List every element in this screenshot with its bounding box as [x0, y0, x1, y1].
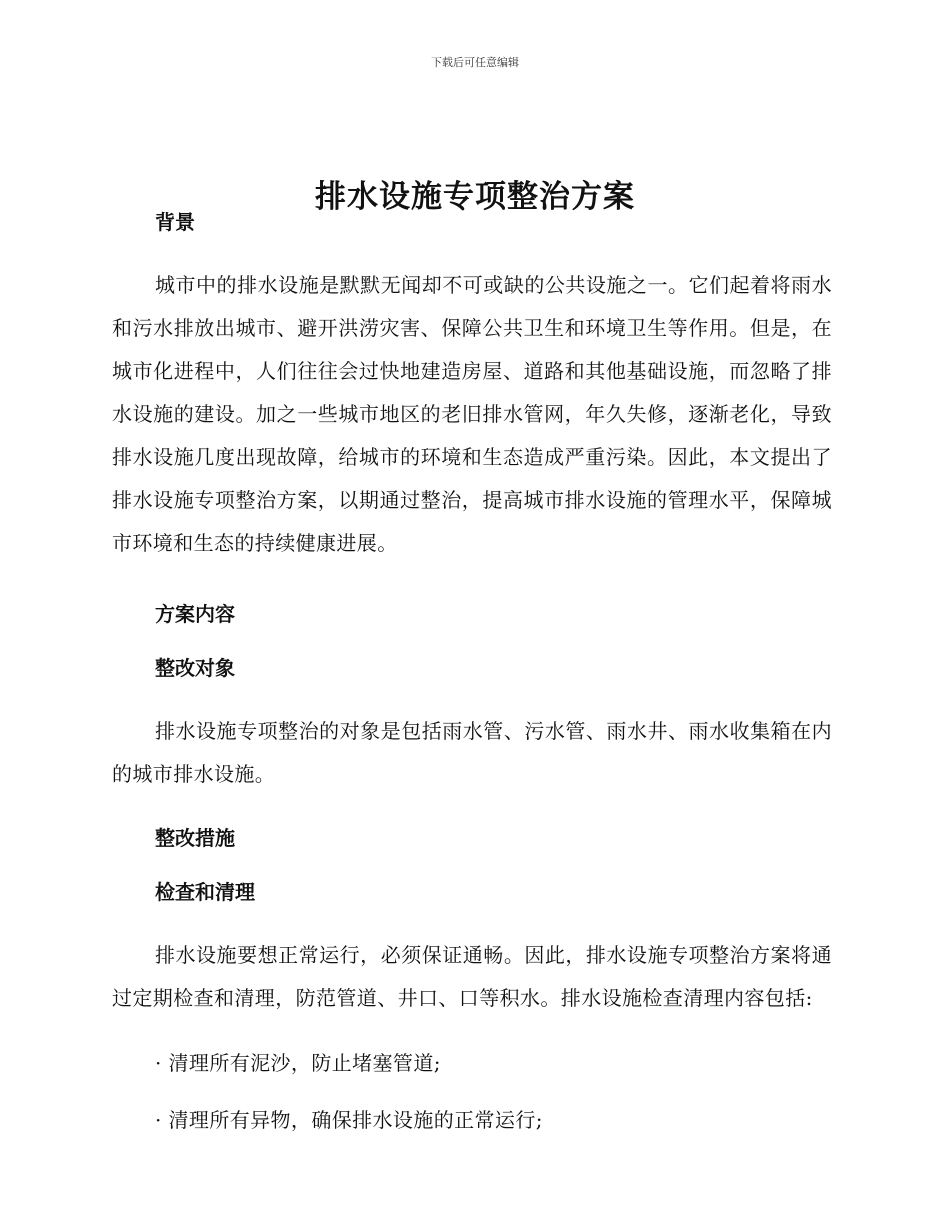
inspect-paragraph: 排水设施要想正常运行，必须保证通畅。因此，排水设施专项整治方案将通过定期检查和清理，防范管道、井口、口等积水。排水设施检查清理内容包括:	[112, 943, 832, 1010]
background-paragraph: 城市中的排水设施是默默无闻却不可或缺的公共设施之一。它们起着将雨水和污水排放出城市、避开洪涝灾害、保障公共卫生和环境卫生等作用。但是，在城市化进程中，人们往往会过快地建造房屋、道路和其他基础设施，而忽略了排水设施的建设。加之一些城市地区的老旧排水管网，年久失修，逐渐老化，导致排水设施几度出现故障，给城市的环境和生态造成严重污染。因此，本文提出了排水设施专项整治方案，以期通过整治，提高城市排水设施的管理水平，保障城市环境和生态的持续健康进展。	[112, 273, 832, 555]
section-heading-background: 背景	[155, 210, 195, 234]
section-heading-target: 整改对象	[155, 656, 235, 680]
bullet-item: · 清理所有异物，确保排水设施的正常运行;	[155, 1108, 543, 1132]
document-body	[112, 202, 832, 1142]
header-note: 下载后可任意编辑	[431, 56, 519, 69]
section-heading-measures: 整改措施	[155, 826, 235, 850]
section-heading-inspect: 检查和清理	[155, 880, 255, 904]
target-paragraph: 排水设施专项整治的对象是包括雨水管、污水管、雨水井、雨水收集箱在内的城市排水设施。	[112, 719, 832, 786]
bullet-item: · 清理所有泥沙，防止堵塞管道;	[155, 1051, 441, 1075]
document-title: 排水设施专项整治方案	[315, 178, 635, 215]
section-heading-plan: 方案内容	[155, 602, 235, 626]
